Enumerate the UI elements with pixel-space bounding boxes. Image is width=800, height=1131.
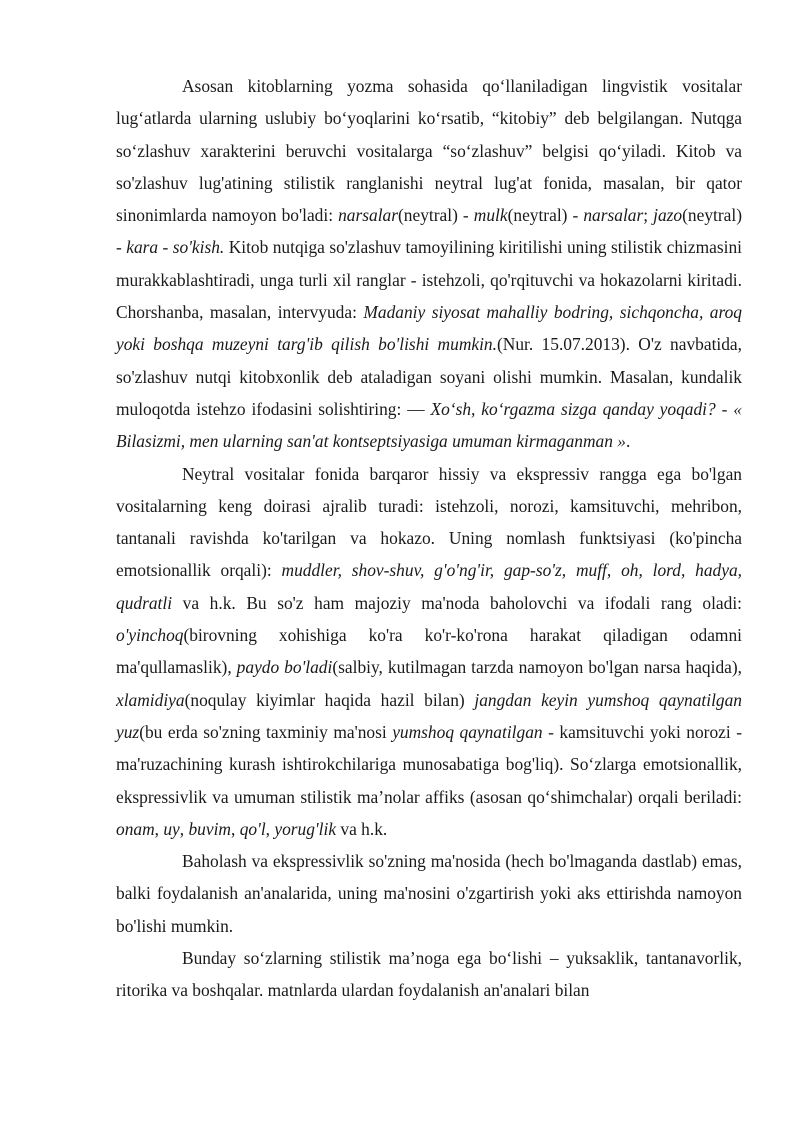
text-run: (Nur. 15.07.2013). O'z navbatida, so'zlashuv nutqi kitobxonlik deb ataladigan soyani olishi mumkin. Masalan, kundalik muloqotda istehzo ifodasini solishtiring: —: [116, 334, 742, 419]
italic-text-run: xlamidiya: [116, 689, 185, 710]
italic-text-run: paydo bo'ladi: [236, 657, 333, 678]
text-run: va h.k.: [336, 818, 388, 839]
text-run: Baholash va ekspressivlik so'zning ma'nosida (hech bo'lmaganda dastlab) emas, balki foydalanish an'analarida, uning ma'nosini o'zgartirish yoki aks ettirishda namoyon bo'lishi mumkin.: [116, 851, 742, 936]
text-run: - kamsituvchi yoki norozi - ma'ruzachining kurash ishtirokchilariga munosabatiga bog'liq). So‘zlarga emotsionallik, ekspressivlik va umuman stilistik ma’nolar affiks (asosan qo‘shimchalar) orqali beriladi:: [116, 721, 742, 807]
text-run: (birovning xohishiga ko'ra ko'r-ko'rona harakat qiladigan odamni ma'qullamaslik),: [116, 625, 742, 678]
text-run: (salbiy, kutilmagan tarzda namoyon bo'lgan narsa haqida),: [332, 657, 742, 678]
italic-text-run: qo'l: [239, 818, 266, 839]
text-run: ;: [643, 205, 654, 226]
italic-text-run: kara - so'kish.: [126, 237, 225, 258]
italic-text-run: mulk: [473, 205, 508, 226]
text-run: (neytral) -: [507, 205, 584, 226]
text-run: Kitob nutqiga so'zlashuv tamoyilining kiritilishi uning stilistik chizmasini murakkablashtiradi, unga turli xil ranglar - istehzoli, qo'rqituvchi va hokazolarni kiritadi. Chorshanba, masalan, intervyuda:: [116, 237, 742, 323]
italic-text-run: jazo: [653, 205, 683, 226]
text-run: .: [625, 431, 631, 452]
italic-text-run: yorug'lik: [274, 818, 337, 839]
text-run: (bu erda so'zning taxminiy ma'nosi: [139, 721, 393, 742]
text-run: ,: [154, 818, 164, 839]
italic-text-run: narsalar: [583, 205, 644, 226]
text-run: Bunday so‘zlarning stilistik ma’noga ega bo‘lishi – yuksaklik, tantanavorlik, ritorika va boshqalar. matnlarda ulardan foydalanish an'analari bilan: [116, 948, 742, 1001]
text-run: ,: [265, 818, 275, 839]
italic-text-run: Madaniy siyosat mahalliy bodring, sichqoncha, aroq yoki boshqa muzeyni targ'ib qilish bo'lishi mumkin.: [116, 302, 742, 355]
paragraph-2: [116, 458, 742, 846]
italic-text-run: narsalar: [338, 205, 399, 226]
italic-text-run: uy: [163, 818, 180, 839]
paragraph-1: [116, 70, 742, 458]
paragraph-4: [116, 942, 742, 1007]
text-run: va h.k. Bu so'z ham majoziy ma'noda baholovchi va ifodali rang oladi:: [172, 592, 742, 613]
document-body: [116, 70, 742, 1007]
italic-text-run: onam: [116, 818, 155, 839]
italic-text-run: yumshoq qaynatilgan: [392, 721, 543, 742]
text-run: ,: [231, 818, 240, 839]
italic-text-run: buvim: [188, 818, 231, 839]
text-run: (noqulay kiyimlar haqida hazil bilan): [184, 689, 475, 710]
text-run: Asosan kitoblarning yozma sohasida qo‘llaniladigan lingvistik vositalar lug‘atlarda ularning uslubiy bo‘yoqlarini ko‘rsatib, “kitobiy” deb belgilangan. Nutqga so‘zlashuv xarakterini beruvchi vositalarga “so‘zlashuv” belgisi qo‘yiladi. Kitob va so'zlashuv lug'atining stilistik ranglanishi neytral lug'at fonida, masalan, bir qator sinonimlarda namoyon bo'ladi:: [116, 76, 742, 226]
text-run: (neytral) -: [116, 205, 742, 258]
italic-text-run: Xo‘sh, ko‘rgazma sizga qanday yoqadi? - « Bilasizmi, men ularning san'at kontseptsiyasiga umuman kirmaganman »: [116, 398, 742, 452]
italic-text-run: jangdan keyin yumshoq qaynatilgan yuz: [116, 689, 742, 742]
text-run: (neytral) -: [398, 205, 474, 226]
paragraph-3: [116, 845, 742, 942]
italic-text-run: muddler, shov-shuv, g'o'ng'ir, gap-so'z, muff, oh, lord, hadya, qudratli: [116, 560, 743, 613]
text-run: ,: [179, 818, 189, 839]
italic-text-run: o'yinchoq: [116, 625, 184, 646]
text-run: Neytral vositalar fonida barqaror hissiy va ekspressiv rangga ega bo'lgan vositalarning keng doirasi ajralib turadi: istehzoli, norozi, kamsituvchi, mehribon, tantanali ravishda ko'tarilgan va hokazo. Uning nomlash funktsiyasi (ko'pincha emotsionallik orqali):: [116, 463, 742, 581]
